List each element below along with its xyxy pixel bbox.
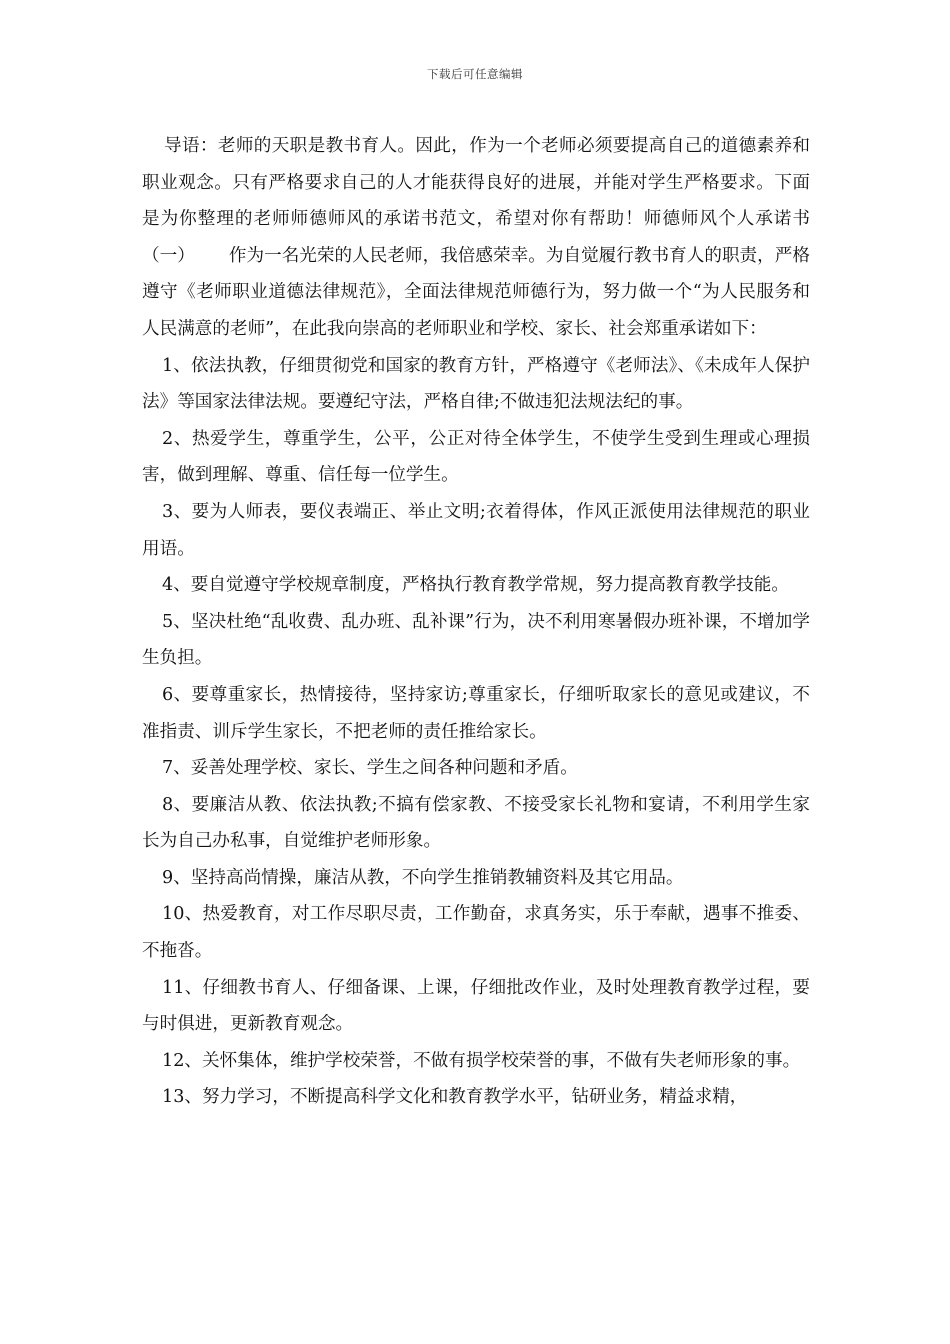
commitment-item-4: 4、要自觉遵守学校规章制度，严格执行教育教学常规，努力提高教育教学技能。 (162, 575, 789, 596)
commitment-item-5: 5、坚决杜绝“乱收费、乱办班、乱补课”行为，决不利用寒暑假办班补课，不增加学生负担。 (142, 611, 810, 669)
commitment-item-7: 7、妥善处理学校、家长、学生之间各种问题和矛盾。 (162, 758, 578, 779)
commitment-item-10: 10、热爱教育，对工作尽职尽责，工作勤奋，求真务实，乐于奉献，遇事不推委、不拖沓。 (142, 904, 810, 962)
commitment-item-13: 13、努力学习，不断提高科学文化和教育教学水平，钻研业务，精益求精， (162, 1087, 748, 1108)
commitment-item-11: 11、仔细教书育人、仔细备课、上课，仔细批改作业，及时处理教育教学过程，要与时俱进，更新教育观念。 (142, 977, 810, 1035)
intro-text: 导语：老师的天职是教书育人。因此，作为一个老师必须要提高自己的道德素养和职业观念。只有严格要求自己的人才能获得良好的进展，并能对学生严格要求。下面是为你整理的老师师德师风的承诺书范文，希望对你有帮助！ (142, 136, 810, 230)
commitment-item-1: 1、依法执教，仔细贯彻党和国家的教育方针，严格遵守《老师法》、《未成年人保护法》等国家法律法规。要遵纪守法，严格自律;不做违犯法规法纪的事。 (142, 355, 810, 413)
commitment-item-8: 8、要廉洁从教、依法执教;不搞有偿家教、不接受家长礼物和宴请，不利用学生家长为自己办私事，自觉维护老师形象。 (142, 794, 810, 852)
commitment-item-6: 6、要尊重家长，热情接待，坚持家访;尊重家长，仔细听取家长的意见或建议，不准指责、训斥学生家长，不把老师的责任推给家长。 (142, 684, 810, 742)
commitment-item-12: 12、关怀集体，维护学校荣誉，不做有损学校荣誉的事，不做有失老师形象的事。 (162, 1050, 801, 1071)
section-title: 师德师风个人承诺书（一） (142, 209, 810, 266)
intro-paragraph (142, 128, 810, 348)
commitment-item-3: 3、要为人师表，要仪表端正、举止文明;衣着得体，作风正派使用法律规范的职业用语。 (142, 501, 810, 559)
header-note: 下载后可任意编辑 (427, 67, 523, 81)
commitment-item-9: 9、坚持高尚情操，廉洁从教，不向学生推销教辅资料及其它用品。 (162, 867, 684, 888)
section-opening: 作为一名光荣的人民老师，我倍感荣幸。为自觉履行教书育人的职责，严格遵守《老师职业道德法律规范》，全面法律规范师德行为，努力做一个“为人民服务和人民满意的老师”，在此我向崇高的老师职业和学校、家长、社会郑重承诺如下： (142, 245, 810, 339)
document-body (142, 128, 810, 1116)
commitment-item-2: 2、热爱学生，尊重学生，公平，公正对待全体学生，不使学生受到生理或心理损害，做到理解、尊重、信任每一位学生。 (142, 428, 810, 486)
